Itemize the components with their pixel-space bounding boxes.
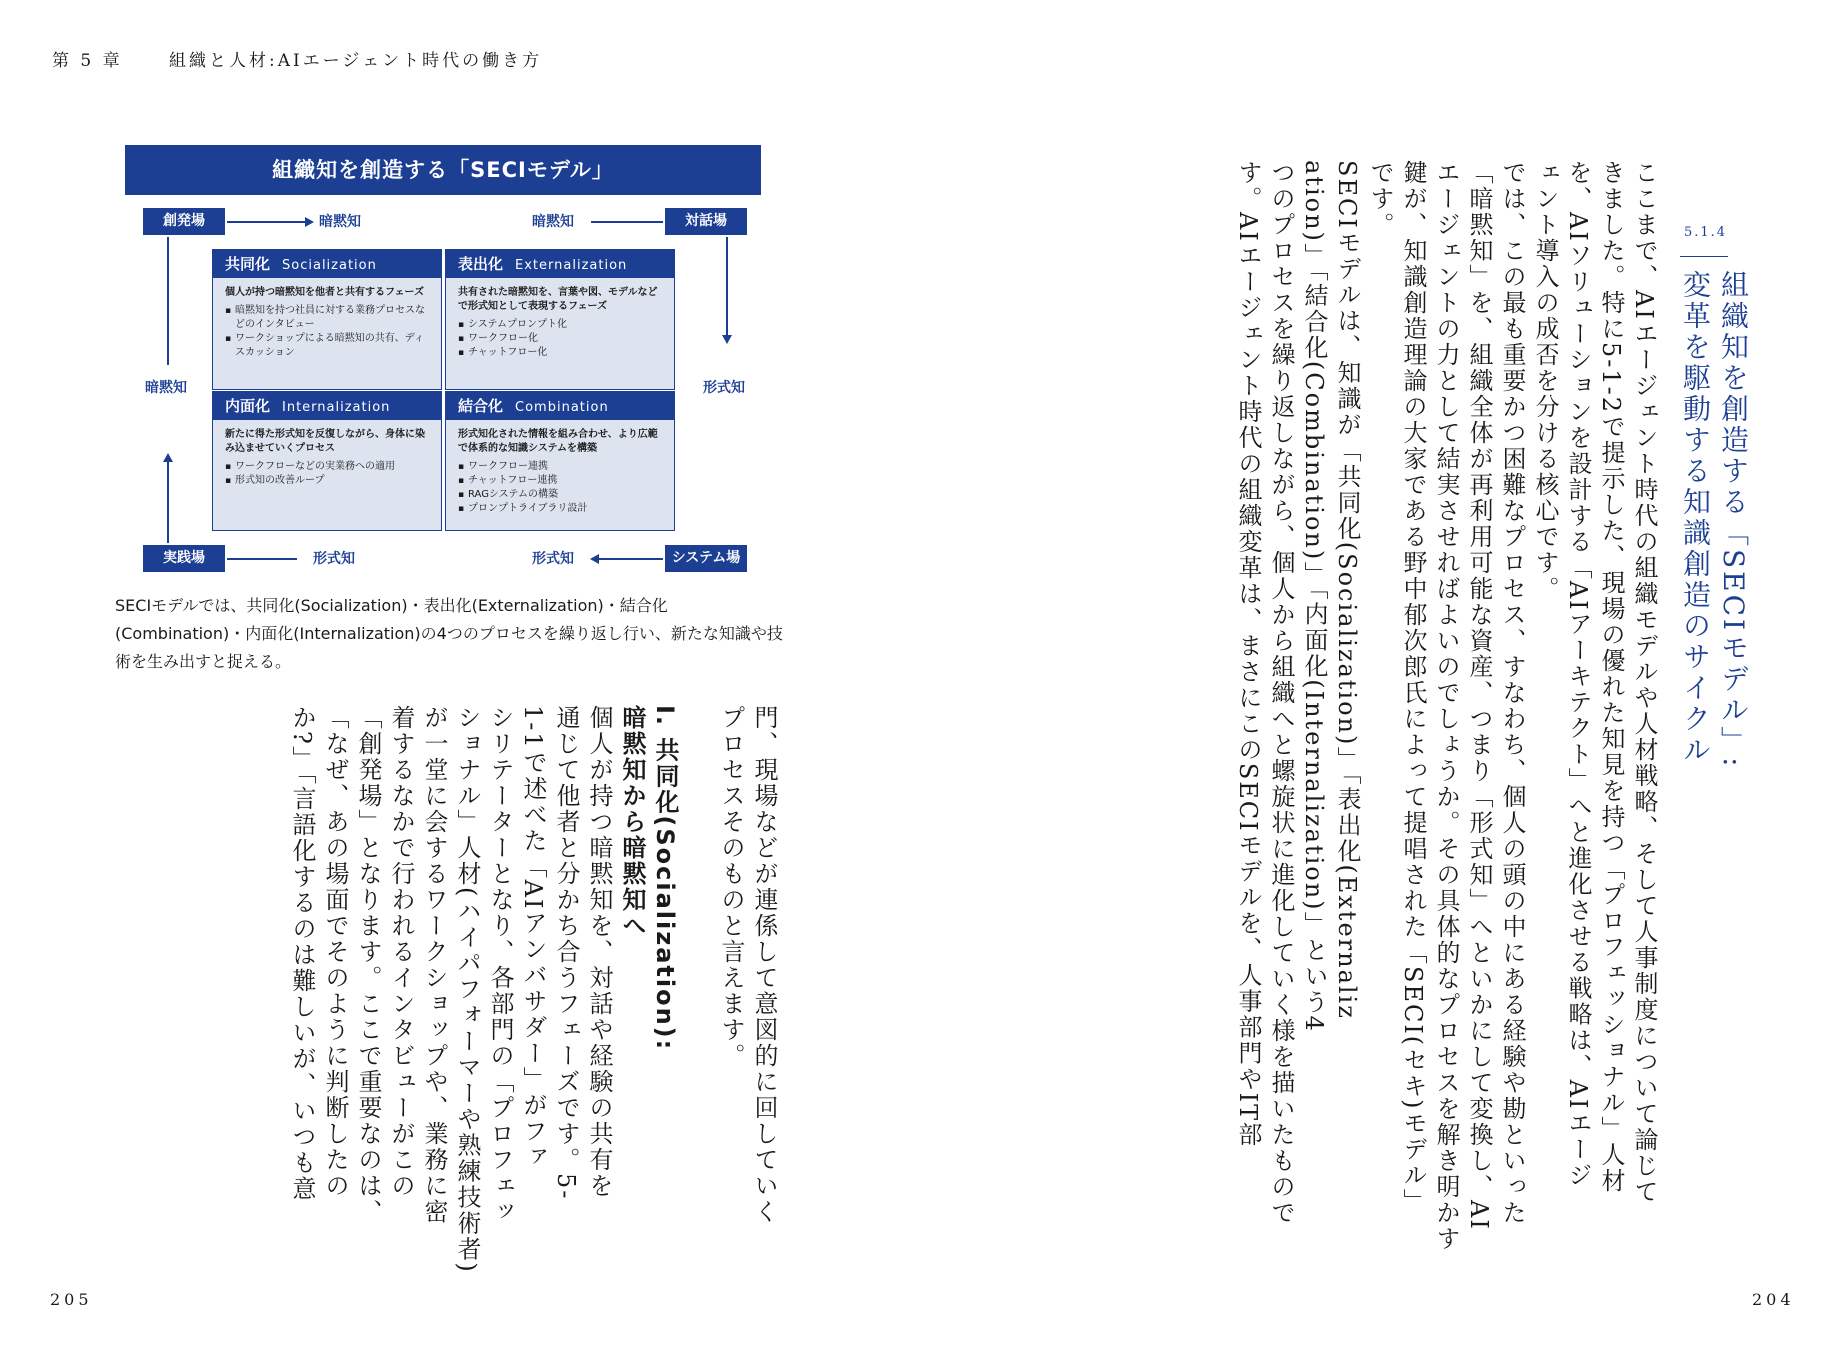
flow-label-tacit-left: 暗黙知 [145,380,187,396]
flow-line [726,237,728,337]
ba-box-jissen: 実践場 [143,545,225,572]
quadrant-lead: 個人が持つ暗黙知を他者と共有するフェーズ [225,287,424,298]
text-line: が一堂に会するワークショップや、業務に密 [420,705,448,1225]
quadrant-bullet: ▪ ワークショップによる暗黙知の共有、ディスカッション [225,332,431,360]
flow-line [167,461,169,543]
quadrant-title-jp: 表出化 [458,255,504,273]
ba-box-system: システム場 [665,545,747,572]
section-number: 5.1.4 [1684,225,1728,240]
quadrant-title-en: Internalization [282,400,391,415]
arrow-left-icon [590,554,599,564]
quadrant-bullet: ▪ チャットフロー化 [458,346,664,360]
text-line: つのプロセスを繰り返しながら、個人から組織へと螺旋状に進化していく様を描いたもので [1267,160,1295,1226]
quadrant-bullet: ▪ RAGシステムの構築 [458,488,664,502]
text-line: では、この最も重要かつ困難なプロセス、すなわち、個人の頭の中にある経験や勘といった [1498,160,1526,1226]
quadrant-title-jp: 共同化 [225,255,271,273]
quadrant-title-jp: 結合化 [458,397,504,415]
section-heading-line: 組織知を創造する「SECIモデル」: [1717,270,1750,770]
quadrant-lead: 新たに得た形式知を反復しながら、身体に染み込ませていくプロセス [225,429,425,454]
flow-label-tacit-top-right: 暗黙知 [532,214,574,230]
quadrant-socialization [212,249,442,390]
page-number-right: 204 [1752,1290,1795,1309]
text-line: シリテーターとなり、各部門の「プロフェッ [486,705,514,1225]
text-line: 着するなかで行われるインタビューがこの [387,705,415,1199]
flow-line [167,237,169,365]
quadrant-combination [445,391,675,531]
text-line: エージェントの力として結実させればよいのでしょうか。その具体的なプロセスを解き明かす [1432,160,1460,1252]
text-line: ここまで、AIエージェント時代の組織モデルや人材戦略、そして人事制度について論じて [1630,160,1658,1205]
ba-box-sohatsu: 創発場 [143,208,225,235]
subsection-heading: I. 共同化(Socialization): [651,705,679,1052]
quadrant-title-en: Combination [515,400,609,415]
quadrant-externalization [445,249,675,390]
quadrant-header [446,250,674,278]
text-line: 門、現場などが連係して意図的に回していく [750,705,778,1225]
quadrant-bullet: ▪ システムプロンプト化 [458,318,664,332]
chapter-title: 組織と人材:AIエージェント時代の働き方 [169,51,543,71]
text-line: 「暗黙知」を、組織全体が再利用可能な資産、つまり「形式知」へといかにして変換し、AI [1465,160,1493,1231]
text-line: プロセスそのものと言えます。 [717,705,745,1069]
text-line: す。AIエージェント時代の組織変革は、まさにこのSECIモデルを、人事部門やIT部 [1234,160,1262,1149]
flow-label-explicit-bottom-right: 形式知 [532,551,574,567]
quadrant-bullet: ▪ 暗黙知を持つ社員に対する業務プロセスなどのインタビュー [225,304,431,332]
text-line: か?」「言語化するのは難しいが、いつも意 [288,705,316,1202]
seci-diagram [125,145,765,573]
quadrant-title-jp: 内面化 [225,397,271,415]
flow-label-tacit-top-left: 暗黙知 [319,214,361,230]
page-number-left: 205 [50,1290,93,1309]
quadrant-lead: 共有された暗黙知を、言葉や図、モデルなどで形式知として表現するフェーズ [458,287,658,312]
flow-line [599,558,663,560]
quadrant-title-en: Socialization [282,258,377,273]
quadrant-header [213,250,441,278]
ba-box-taiwa: 対話場 [665,208,747,235]
arrow-down-icon [722,335,732,344]
diagram-caption: SECIモデルでは、共同化(Socialization)・表出化(Externalization)・結合化(Combination)・内面化(Internalization)の4つのプロセスを繰り返し行い、新たな知識や技術を生み出すと捉える。 [115,596,783,671]
text-line: を、AIソリューションを設計する「AIアーキテクト」へと進化させる戦略は、AIエージ [1564,160,1592,1189]
quadrant-bullet: ▪ ワークフロー化 [458,332,664,346]
quadrant-title-en: Externalization [515,258,628,273]
text-line: きました。特に5-1-2で提示した、現場の優れた知見を持つ「プロフェッショナル」人材 [1597,160,1625,1195]
text-line: SECIモデルは、知識が「共同化(Socialization)」「表出化(Externaliz [1333,160,1361,1020]
flow-label-explicit-right: 形式知 [703,380,745,396]
subsection-heading: 暗黙知から暗黙知へ [618,705,646,939]
quadrant-lead: 形式知化された情報を組み合わせ、より広範で体系的な知識システムを構築 [458,429,658,454]
section-heading-line: 変革を駆動する知識創造のサイクル [1679,270,1712,766]
text-line: 1-1で述べた「AIアンバサダー」がファ [519,705,547,1171]
text-line: 個人が持つ暗黙知を、対話や経験の共有を [585,705,613,1199]
flow-line [227,558,297,560]
chapter-number: 第 5 章 [52,51,123,71]
quadrant-bullet: ▪ ワークフロー連携 [458,460,664,474]
text-line: 「創発場」となります。ここで重要なのは、 [354,705,382,1225]
quadrant-bullet: ▪ プロンプトライブラリ設計 [458,502,664,516]
text-line: 鍵が、知識創造理論の大家である野中郁次郎氏によって提唱された「SECI(セキ)モデル」 [1399,160,1427,1215]
right-body-text [1085,160,1660,1252]
text-line: ation)」「結合化(Combination)」「内面化(Internalization)」という4 [1300,160,1328,1033]
text-line: です。 [1366,160,1394,238]
left-body-text [122,705,780,1274]
section-heading [1672,270,1752,790]
quadrant-bullet: ▪ チャットフロー連携 [458,474,664,488]
text-line: 「なぜ、あの場面でそのように判断したの [321,705,349,1199]
text-line: 通じて他者と分かち合うフェーズです。5- [552,705,580,1201]
text-line: ショナル」人材(ハイパフォーマーや熟練技術者) [453,705,481,1274]
section-rule [1680,256,1728,257]
running-head [52,46,542,71]
flow-line [227,221,307,223]
arrow-right-icon [305,217,314,227]
diagram-title: 組織知を創造する「SECIモデル」 [125,145,761,195]
text-line: ェント導入の成否を分ける核心です。 [1531,160,1559,602]
quadrant-header [446,392,674,420]
quadrant-bullet: ▪ ワークフローなどの実業務への適用 [225,460,431,474]
quadrant-internalization [212,391,442,531]
quadrant-header [213,392,441,420]
quadrant-bullet: ▪ 形式知の改善ループ [225,474,431,488]
flow-label-explicit-bottom-left: 形式知 [313,551,355,567]
flow-line [591,221,663,223]
